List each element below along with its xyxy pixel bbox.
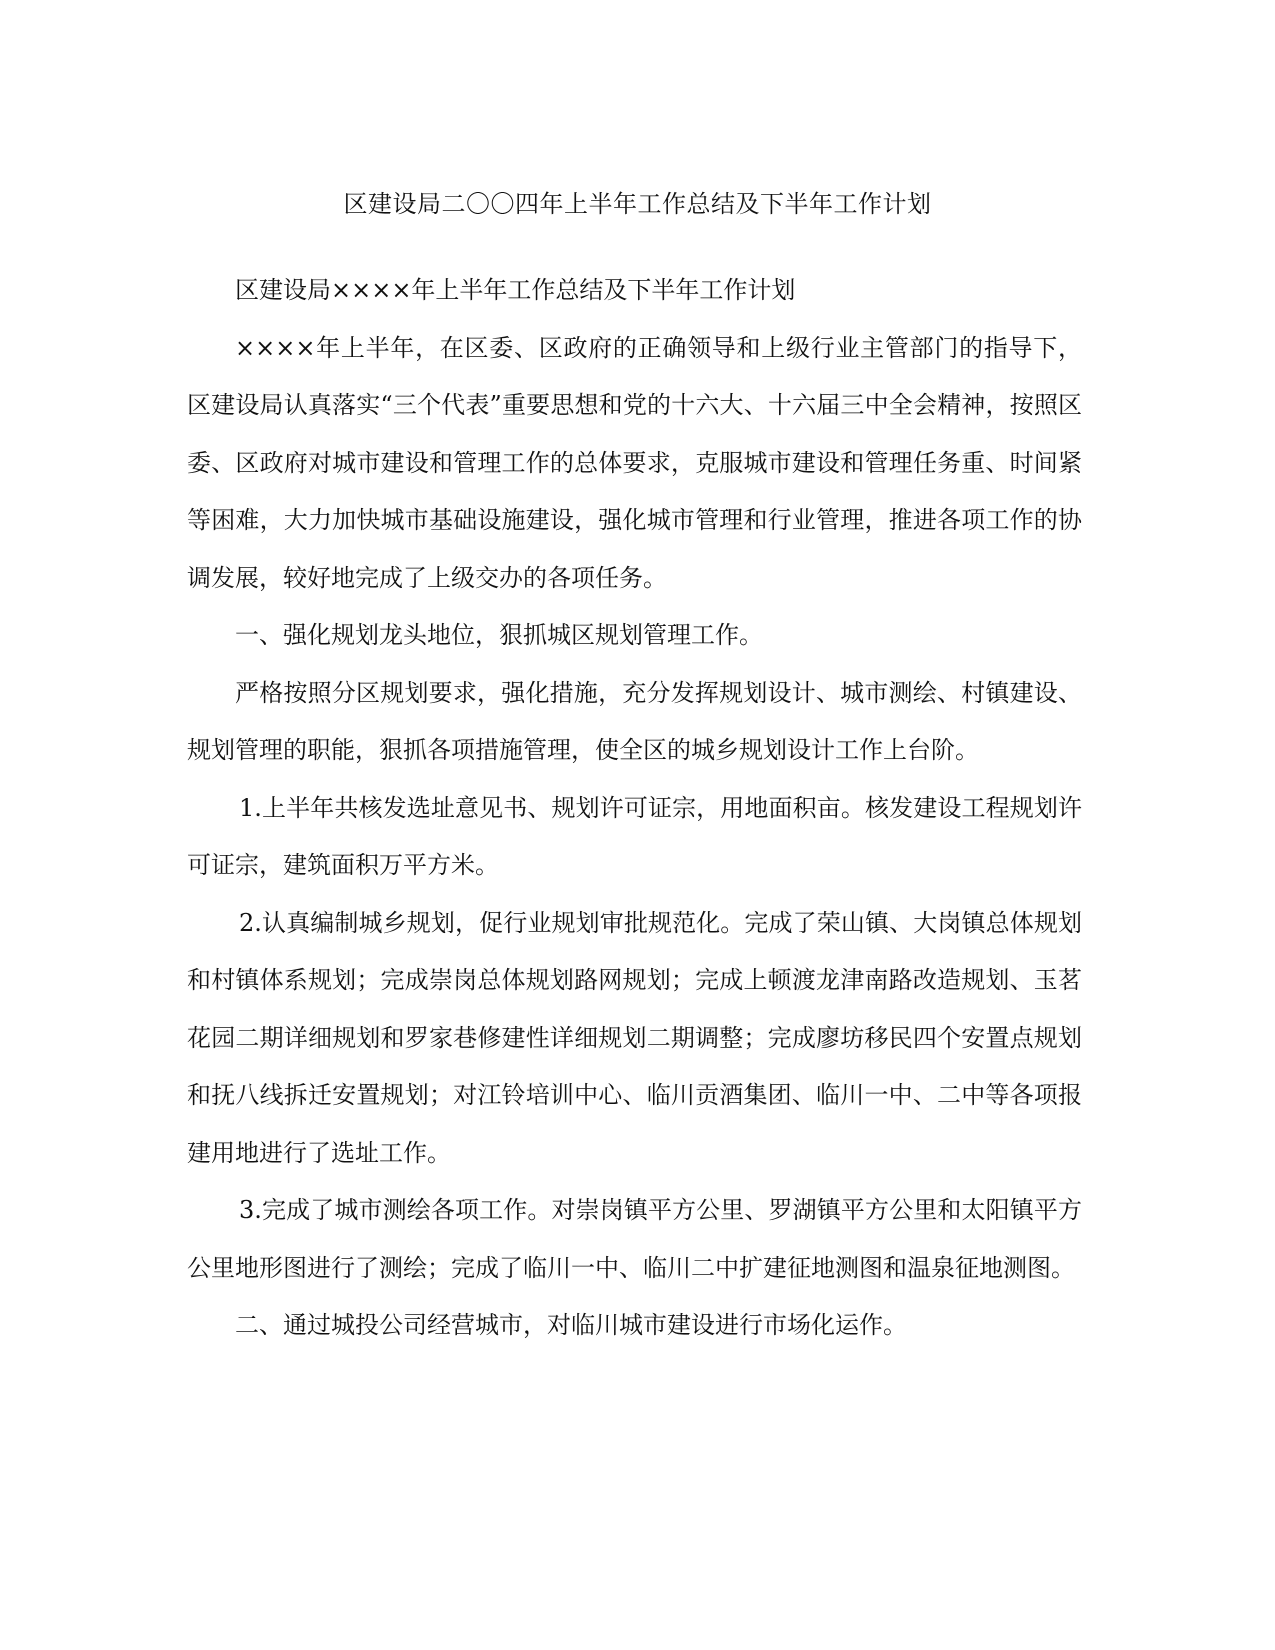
paragraph-subtitle: 区建设局××××年上半年工作总结及下半年工作计划: [235, 276, 796, 304]
document-body: [187, 262, 1082, 1355]
paragraph-section-1: 严格按照分区规划要求，强化措施，充分发挥规划设计、城市测绘、村镇建设、规划管理的职能，狠抓各项措施管理，使全区的城乡规划设计工作上台阶。: [187, 678, 1082, 764]
section-heading-2: 二、通过城投公司经营城市，对临川城市建设进行市场化运作。: [235, 1311, 907, 1339]
list-item-3: 3.完成了城市测绘各项工作。对崇岗镇平方公里、罗湖镇平方公里和太阳镇平方公里地形图进行了测绘；完成了临川一中、临川二中扩建征地测图和温泉征地测图。: [187, 1196, 1082, 1282]
list-item-2: 2.认真编制城乡规划，促行业规划审批规范化。完成了荣山镇、大岗镇总体规划和村镇体系规划；完成崇岗总体规划路网规划；完成上顿渡龙津南路改造规划、玉茗花园二期详细规划和罗家巷修建性详细规划二期调整；完成廖坊移民四个安置点规划和抚八线拆迁安置规划；对江铃培训中心、临川贡酒集团、临川一中、二中等各项报建用地进行了选址工作。: [187, 908, 1082, 1167]
paragraph-intro: ××××年上半年，在区委、区政府的正确领导和上级行业主管部门的指导下，区建设局认真落实“三个代表”重要思想和党的十六大、十六届三中全会精神，按照区委、区政府对城市建设和管理工作的总体要求，克服城市建设和管理任务重、时间紧等困难，大力加快城市基础设施建设，强化城市管理和行业管理，推进各项工作的协调发展，较好地完成了上级交办的各项任务。: [187, 333, 1082, 592]
section-heading-1: 一、强化规划龙头地位，狠抓城区规划管理工作。: [235, 621, 763, 649]
document-title: 区建设局二〇〇四年上半年工作总结及下半年工作计划: [343, 190, 932, 218]
list-item-1: 1.上半年共核发选址意见书、规划许可证宗，用地面积亩。核发建设工程规划许可证宗，建筑面积万平方米。: [187, 793, 1082, 879]
